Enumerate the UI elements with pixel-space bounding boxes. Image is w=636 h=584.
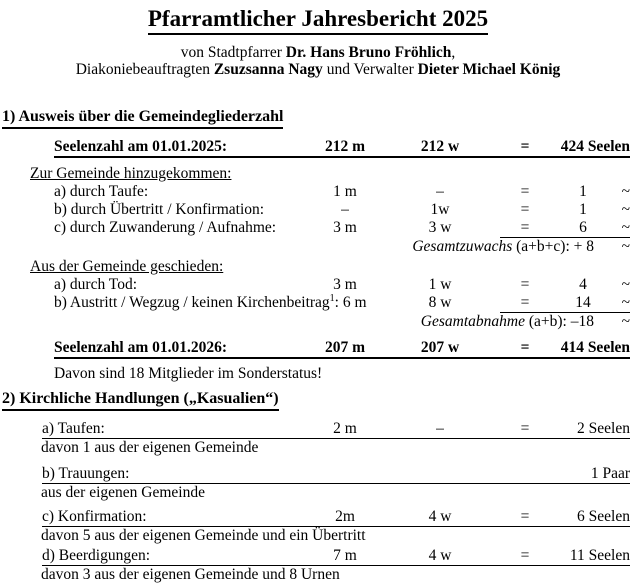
- tilde-mark: ~: [621, 238, 630, 255]
- tilde-mark: ~: [621, 276, 630, 293]
- byline-1-name: Dr. Hans Bruno Fröhlich: [285, 44, 452, 61]
- female-count: 3 w: [428, 219, 452, 236]
- male-count: –: [341, 201, 349, 218]
- female-count: 8 w: [428, 294, 452, 311]
- removed-total-term: Gesamtabnahme: [420, 313, 525, 330]
- row-label: Seelenzahl am 01.01.2025:: [54, 138, 228, 155]
- total-count: 6: [550, 219, 616, 238]
- row-label: a) Taufen:: [42, 420, 105, 437]
- equals-sign: =: [520, 508, 530, 525]
- male-count: 2m: [335, 508, 355, 525]
- souls-row-2026: [54, 339, 630, 359]
- tilde-mark: ~: [616, 219, 630, 238]
- total-count: 1: [579, 201, 587, 218]
- byline-1-prefix: von Stadtpfarrer: [180, 44, 286, 61]
- total-count: 414 Seelen: [560, 339, 630, 356]
- female-count: 212 w: [420, 138, 460, 155]
- page-title-text: Pfarramtlicher Jahresbericht 2025: [148, 6, 488, 35]
- equals-sign: =: [520, 138, 530, 155]
- male-count: 3 m: [333, 276, 357, 293]
- total-count: 1: [579, 183, 587, 200]
- tilde-mark: ~: [621, 183, 630, 200]
- equals-sign: =: [520, 420, 530, 437]
- female-count: 4 w: [428, 547, 452, 564]
- funerals-note: davon 3 aus der eigenen Gemeinde und 8 Urnen: [41, 566, 340, 583]
- weddings-row: [42, 465, 630, 484]
- equals-sign: =: [520, 183, 530, 200]
- row-label: c) durch Zuwanderung / Aufnahme:: [54, 219, 277, 236]
- byline-2-name-2: Dieter Michael König: [417, 61, 561, 78]
- equals-sign: [500, 465, 550, 483]
- row-label: a) durch Taufe:: [54, 183, 149, 200]
- equals-sign: =: [500, 294, 550, 313]
- added-row-b: [54, 201, 630, 219]
- total-count: 1 Paar: [590, 465, 630, 482]
- male-count: 2 m: [333, 420, 357, 437]
- souls-row-2025: [54, 138, 630, 158]
- equals-sign: =: [500, 219, 550, 238]
- row-label: d) Beerdigungen:: [42, 547, 151, 564]
- byline-2-name-1: Zsuzsanna Nagy: [213, 61, 323, 78]
- female-count: 4 w: [428, 508, 452, 525]
- row-label: b) Trauungen:: [42, 465, 130, 482]
- female-count: –: [436, 183, 444, 200]
- row-label: b) Austritt / Wegzug / keinen Kirchenbeitrag$^1$: 6 m: [54, 292, 367, 311]
- special-status-note: Davon sind 18 Mitglieder im Sonderstatus!: [54, 365, 323, 382]
- byline-2-prefix: Diakoniebeauftragten: [75, 61, 214, 78]
- section-1-heading: 1) Ausweis über die Gemeindegliederzahl: [2, 108, 636, 129]
- added-total-label: [54, 238, 616, 256]
- added-total-value: (a+b+c): + 8: [512, 238, 594, 255]
- confirmation-note: davon 5 aus der eigenen Gemeinde und ein Übertritt: [41, 527, 366, 544]
- removed-row-a: [54, 276, 630, 294]
- row-label: b) durch Übertritt / Konfirmation:: [54, 201, 265, 218]
- baptisms-note: davon 1 aus der eigenen Gemeinde: [41, 439, 259, 456]
- female-count: [380, 465, 500, 483]
- row-label: Seelenzahl am 01.01.2026:: [54, 339, 228, 356]
- total-count: 6 Seelen: [577, 508, 630, 525]
- tilde-mark: ~: [621, 313, 630, 330]
- male-count: 3 m: [333, 219, 357, 236]
- row-label: c) Konfirmation:: [42, 508, 147, 525]
- baptisms-row: [42, 420, 630, 439]
- total-count: 11 Seelen: [569, 547, 630, 564]
- female-count: 207 w: [420, 339, 460, 356]
- removed-total-row: [54, 313, 630, 331]
- male-count: 6 m: [342, 294, 367, 311]
- total-count: 14: [550, 294, 616, 313]
- added-row-c: [54, 219, 630, 238]
- footnote-marker: 1: [329, 292, 335, 304]
- funerals-row: [42, 547, 630, 566]
- equals-sign: =: [520, 547, 530, 564]
- weddings-note: aus der eigenen Gemeinde: [41, 484, 205, 501]
- removed-total-value: (a+b): –18: [524, 313, 594, 330]
- removed-total-label: [54, 313, 616, 331]
- section-2-heading: 2) Kirchliche Handlungen („Kasualien“): [2, 390, 636, 411]
- female-count: 1w: [430, 201, 450, 218]
- added-subheading: Zur Gemeinde hinzugekommen:: [30, 165, 232, 182]
- row-label: a) durch Tod:: [54, 276, 137, 293]
- added-total-term: Gesamtzuwachs: [412, 238, 513, 255]
- tilde-mark: ~: [621, 201, 630, 218]
- male-count: 212 m: [324, 138, 366, 155]
- equals-sign: =: [520, 276, 530, 293]
- total-count: 4: [579, 276, 587, 293]
- male-count: 207 m: [324, 339, 366, 356]
- page-title: [0, 6, 636, 35]
- removed-row-b: [54, 294, 630, 313]
- removed-subheading: Aus der Gemeinde geschieden:: [30, 258, 224, 275]
- byline-2: [0, 61, 636, 78]
- equals-sign: =: [520, 339, 530, 356]
- tilde-mark: ~: [616, 294, 630, 313]
- female-count: –: [436, 420, 444, 437]
- added-row-a: [54, 183, 630, 201]
- equals-sign: =: [520, 201, 530, 218]
- male-count: 1 m: [333, 183, 357, 200]
- total-count: 424 Seelen: [560, 138, 630, 155]
- added-total-row: [54, 238, 630, 256]
- confirmation-row: [42, 508, 630, 527]
- female-count: 1 w: [428, 276, 452, 293]
- male-count: 7 m: [333, 547, 357, 564]
- byline-1: [0, 44, 636, 61]
- byline-1-suffix: ,: [451, 44, 456, 61]
- total-count: 2 Seelen: [577, 420, 630, 437]
- male-count: [310, 465, 380, 483]
- byline-2-mid: und Verwalter: [322, 61, 418, 78]
